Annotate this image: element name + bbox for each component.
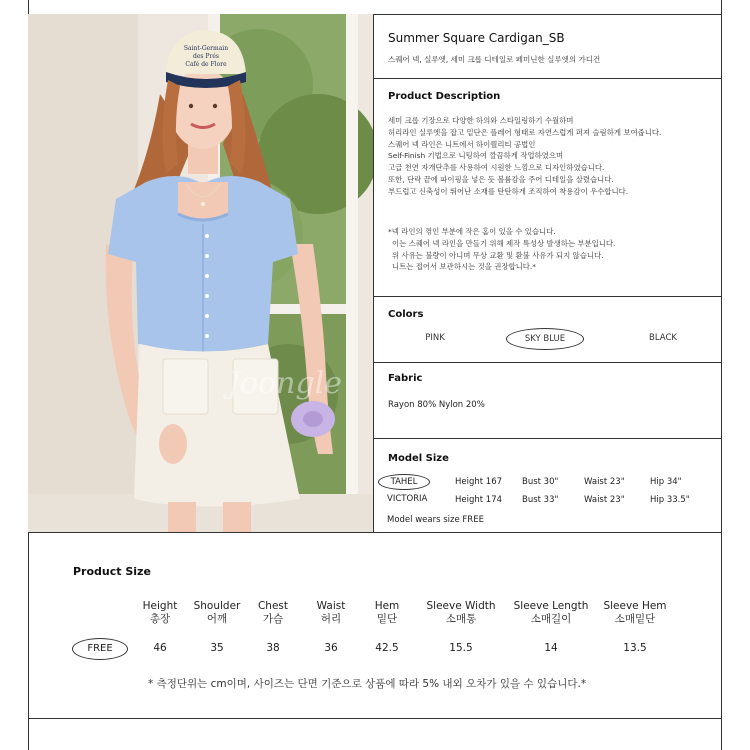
model-size-heading: Model Size <box>388 453 449 464</box>
model-waist: Waist 23" <box>584 477 625 487</box>
size-value-sleeve-length: 14 <box>544 642 558 654</box>
description-heading: Product Description <box>388 91 501 102</box>
size-col-sleeve-width-header <box>416 600 506 626</box>
description-line: Self-Finish 기법으로 니팅하여 깔끔하게 작업하였으며 <box>388 151 564 161</box>
description-line: 부드럽고 신축성이 뛰어난 소재를 탄탄하게 조직하여 착용감이 우수합니다. <box>388 186 629 196</box>
size-col-en: Height <box>142 600 178 612</box>
model-bust: Bust 30" <box>522 477 559 487</box>
size-col-shoulder-header <box>187 600 247 626</box>
size-measurement-note: * 측정단위는 cm이며, 사이즈는 단면 기준으로 상품에 따라 5% 내외 오차가 있을 수 있습니다.* <box>148 678 587 690</box>
model-wears-note: Model wears size FREE <box>387 515 484 525</box>
size-col-en: Sleeve Length <box>513 600 589 612</box>
size-col-en: Chest <box>257 600 289 612</box>
title-section <box>373 14 722 78</box>
divider-middle <box>28 532 722 533</box>
colors-heading: Colors <box>388 309 424 320</box>
model-name: VICTORIA <box>387 494 428 504</box>
size-value-sleeve-width: 15.5 <box>449 642 473 654</box>
description-line: 스퀘어 넥 라인은 니트에서 하이퀄리티 공법인 <box>388 139 536 149</box>
size-value-hem: 42.5 <box>375 642 399 654</box>
description-line: 허리라인 실루엣을 잡고 밑단은 플레어 형태로 자연스럽게 퍼져 슬림하게 보여줍니다. <box>388 127 662 137</box>
size-col-sleeve-hem-header <box>592 600 678 626</box>
description-note-line: 니트는 접어서 보관하시는 것을 권장합니다.* <box>392 262 536 272</box>
size-col-height-header <box>130 600 190 626</box>
size-value-waist: 36 <box>324 642 338 654</box>
product-photo <box>28 14 373 532</box>
description-note-line: *넥 라인의 꺾인 부분에 작은 홈이 있을 수 있습니다. <box>388 227 556 236</box>
description-paragraph-2 <box>388 226 615 273</box>
size-value-sleeve-hem: 13.5 <box>623 642 647 654</box>
product-title: Summer Square Cardigan_SB <box>388 31 565 45</box>
size-value-chest: 38 <box>266 642 280 654</box>
size-col-ko: 소매길이 <box>530 613 572 625</box>
product-subtitle: 스퀘어 넥, 실루엣, 세미 크롭 디테일로 페미닌한 실루엣의 가디건 <box>388 55 601 64</box>
description-note-line: 이는 스퀘어 넥 라인을 만들기 위해 제작 특성상 발생하는 부분입니다. <box>392 238 616 248</box>
cap-text-line-2: des Prés <box>193 53 219 60</box>
model-illustration <box>28 14 373 532</box>
model-bust: Bust 33" <box>522 495 559 505</box>
size-col-ko: 총장 <box>149 613 171 625</box>
size-free-label: FREE <box>72 638 128 660</box>
model-name: TAHEL <box>378 474 430 490</box>
size-col-en: Shoulder <box>193 600 241 612</box>
fabric-heading: Fabric <box>388 373 423 384</box>
size-col-ko: 허리 <box>320 613 342 625</box>
size-col-ko: 소매밑단 <box>614 613 656 625</box>
cap-text-line-3: Café de Flore <box>185 61 227 68</box>
description-line: 또한, 단락 끝에 파이핑을 넣은 듯 볼륨감을 주어 디테일을 살렸습니다. <box>388 174 614 184</box>
size-col-ko: 밑단 <box>376 613 398 625</box>
size-value-height: 46 <box>153 642 167 654</box>
model-height: Height 174 <box>455 495 503 505</box>
description-section <box>373 78 722 296</box>
cap-text-line-1: Saint-Germain <box>183 45 229 52</box>
size-col-en: Hem <box>374 600 400 612</box>
model-hip: Hip 34" <box>650 477 682 487</box>
size-value-shoulder: 35 <box>210 642 224 654</box>
size-col-ko: 어깨 <box>206 613 228 625</box>
model-height: Height 167 <box>455 477 503 487</box>
model-waist: Waist 23" <box>584 495 625 505</box>
color-option-sky-blue[interactable]: SKY BLUE <box>506 328 584 350</box>
fabric-section <box>373 362 722 438</box>
description-note-line: 위 사유는 불량이 아니며 무상 교환 및 환불 사유가 되지 않습니다. <box>392 250 604 260</box>
size-col-en: Sleeve Width <box>426 600 496 612</box>
size-col-en: Sleeve Hem <box>603 600 667 612</box>
size-col-waist-header <box>301 600 361 626</box>
size-col-ko: 소매통 <box>445 613 477 625</box>
size-col-en: Waist <box>316 600 346 612</box>
size-col-chest-header <box>243 600 303 626</box>
color-option-pink[interactable]: PINK <box>425 333 445 343</box>
description-paragraph-1 <box>388 115 661 198</box>
fabric-composition: Rayon 80% Nylon 20% <box>388 400 485 410</box>
photo-watermark: Joongle <box>228 366 343 401</box>
description-line: 세미 크롭 기장으로 다양한 하의와 스타일링하기 수월하며 <box>388 116 574 125</box>
size-col-sleeve-length-header <box>503 600 599 626</box>
size-col-hem-header <box>357 600 417 626</box>
divider-bottom <box>28 718 722 719</box>
product-size-heading: Product Size <box>73 565 151 578</box>
color-option-black[interactable]: BLACK <box>649 333 677 343</box>
description-line: 고급 천연 자개단추를 사용하여 시원한 느낌으로 디자인하였습니다. <box>388 163 605 173</box>
model-hip: Hip 33.5" <box>650 495 690 505</box>
size-col-ko: 가슴 <box>262 613 284 625</box>
